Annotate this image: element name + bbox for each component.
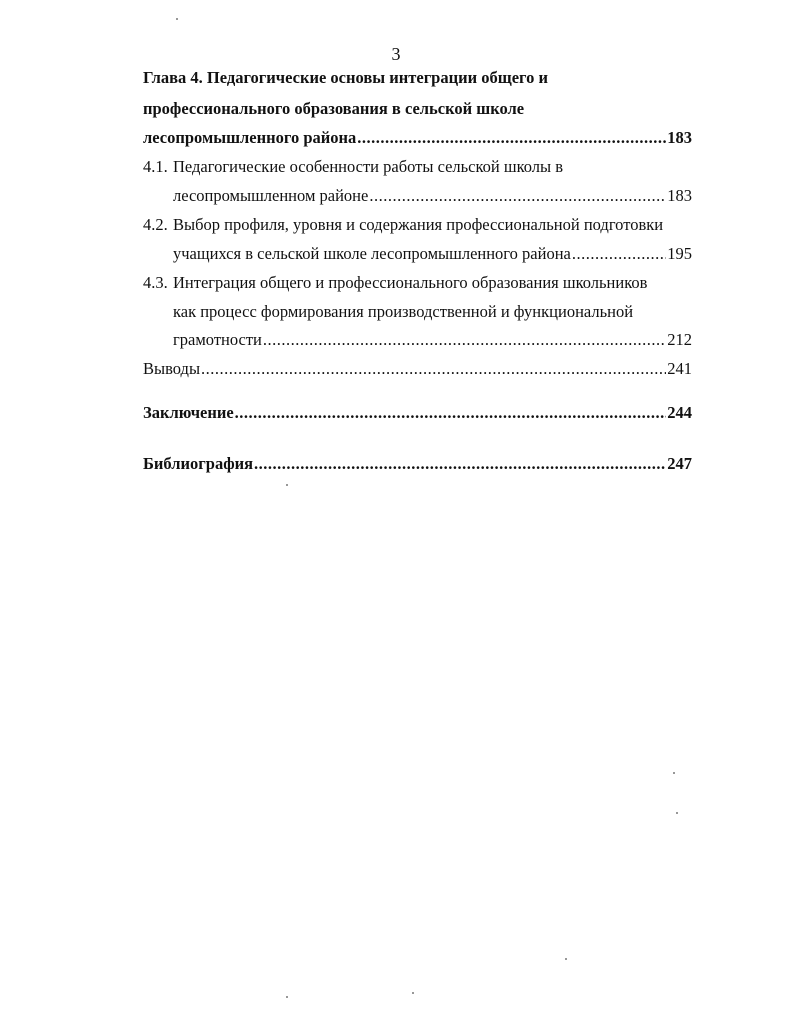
section-title-text: учащихся в сельской школе лесопромышленного района bbox=[173, 244, 571, 263]
section-page: 195 bbox=[667, 244, 692, 263]
toc-item-bibliography[interactable] bbox=[143, 454, 692, 474]
leader-dots bbox=[369, 186, 666, 206]
toc-item-label: Выводы bbox=[143, 359, 201, 378]
section-number: 4.1. bbox=[143, 157, 168, 176]
section-number: 4.2. bbox=[143, 215, 168, 234]
toc-item-conclusion[interactable] bbox=[143, 403, 692, 423]
section-title-text: Интеграция общего и профессионального образования школьников bbox=[173, 273, 648, 292]
section-title-text: Педагогические особенности работы сельской школы в bbox=[173, 157, 564, 176]
leader-dots bbox=[357, 128, 666, 148]
chapter-title-line3[interactable] bbox=[143, 128, 692, 148]
scan-speck bbox=[286, 996, 288, 998]
scan-speck bbox=[565, 958, 567, 960]
section-4-1-line2[interactable] bbox=[173, 186, 692, 206]
toc-item-label: Заключение bbox=[143, 403, 234, 422]
scan-speck bbox=[673, 772, 675, 774]
scan-speck bbox=[176, 18, 178, 20]
toc-item-label: Библиография bbox=[143, 454, 254, 473]
chapter-page: 183 bbox=[667, 128, 692, 147]
chapter-title-line1: Глава 4. Педагогические основы интеграции общего и bbox=[143, 68, 548, 87]
section-4-2-line2[interactable] bbox=[173, 244, 692, 264]
scan-speck bbox=[676, 812, 678, 814]
scan-speck bbox=[286, 484, 288, 486]
leader-dots bbox=[263, 330, 666, 350]
section-4-3-line1 bbox=[143, 273, 647, 293]
section-number: 4.3. bbox=[143, 273, 168, 292]
leader-dots bbox=[201, 359, 666, 379]
section-title-text: Выбор профиля, уровня и содержания профессиональной подготовки bbox=[173, 215, 664, 234]
toc-item-conclusions-short[interactable] bbox=[143, 359, 692, 379]
leader-dots bbox=[235, 403, 667, 423]
toc-item-page: 241 bbox=[667, 359, 692, 378]
chapter-title-text: лесопромышленного района bbox=[143, 128, 357, 147]
leader-dots bbox=[254, 454, 666, 474]
toc-item-page: 244 bbox=[667, 403, 692, 422]
section-4-3-line3[interactable] bbox=[173, 330, 692, 350]
section-4-1-line1 bbox=[143, 157, 563, 177]
toc-item-page: 247 bbox=[667, 454, 692, 473]
section-4-2-line1 bbox=[143, 215, 663, 235]
section-4-3-line2: как процесс формирования производственной и функциональной bbox=[173, 302, 634, 321]
page-number: 3 bbox=[391, 44, 401, 64]
section-title-text: грамотности bbox=[173, 330, 262, 349]
section-page: 212 bbox=[667, 330, 692, 349]
scan-speck bbox=[412, 992, 414, 994]
chapter-title-line2: профессионального образования в сельской школе bbox=[143, 99, 525, 118]
section-page: 183 bbox=[667, 186, 692, 205]
leader-dots bbox=[572, 244, 666, 264]
section-title-text: лесопромышленном районе bbox=[173, 186, 369, 205]
